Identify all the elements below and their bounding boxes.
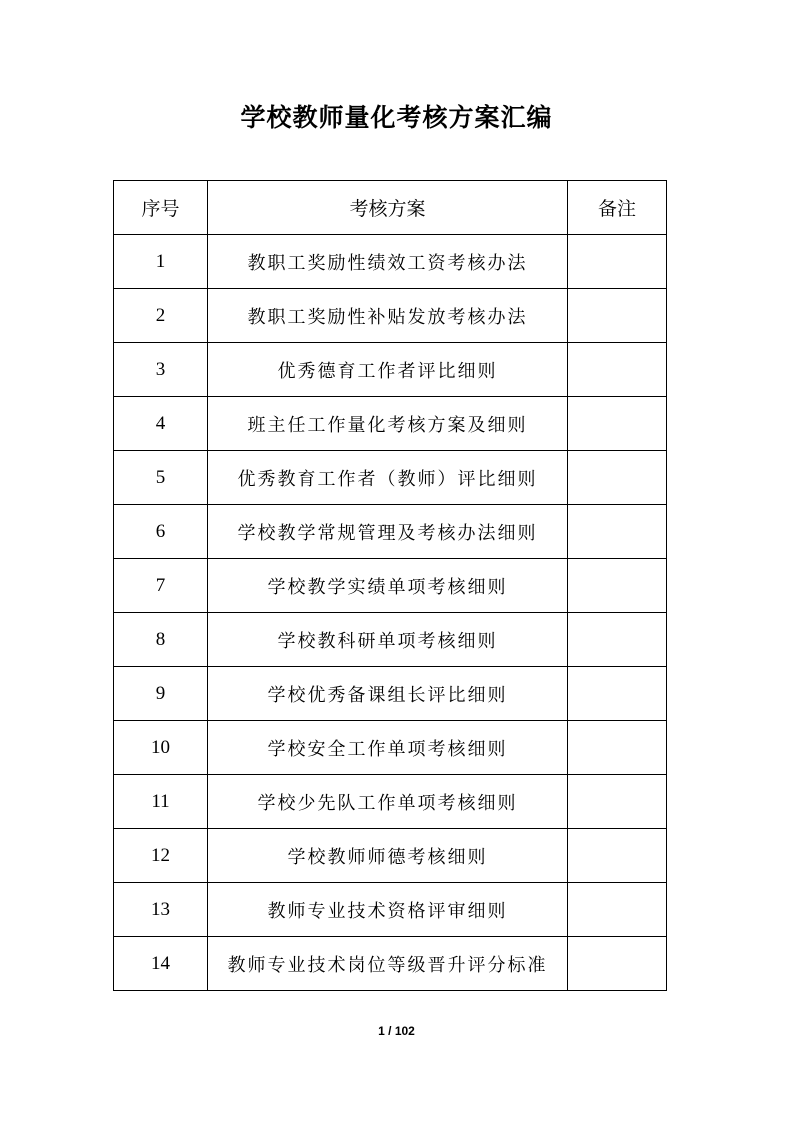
document-title: 学校教师量化考核方案汇编 [240, 103, 553, 132]
row-note [568, 937, 667, 991]
table-row [114, 883, 667, 937]
table-row [114, 343, 667, 397]
row-number: 5 [114, 451, 208, 505]
assessment-plan-table [113, 180, 667, 991]
row-number: 12 [114, 829, 208, 883]
row-number: 4 [114, 397, 208, 451]
row-note [568, 451, 667, 505]
row-plan-name: 学校优秀备课组长评比细则 [208, 667, 568, 721]
table-row [114, 667, 667, 721]
row-plan-name: 学校少先队工作单项考核细则 [208, 775, 568, 829]
row-plan-name: 学校教学常规管理及考核办法细则 [208, 505, 568, 559]
row-plan-name: 班主任工作量化考核方案及细则 [208, 397, 568, 451]
row-number: 8 [114, 613, 208, 667]
row-number: 3 [114, 343, 208, 397]
row-number: 14 [114, 937, 208, 991]
table-row [114, 451, 667, 505]
row-plan-name: 教职工奖励性补贴发放考核办法 [208, 289, 568, 343]
table-row [114, 397, 667, 451]
row-note [568, 613, 667, 667]
row-number: 7 [114, 559, 208, 613]
table-body [114, 235, 667, 991]
table-row [114, 505, 667, 559]
row-number: 13 [114, 883, 208, 937]
row-note [568, 505, 667, 559]
table-row [114, 937, 667, 991]
table-row [114, 775, 667, 829]
row-note [568, 397, 667, 451]
row-number: 1 [114, 235, 208, 289]
row-number: 6 [114, 505, 208, 559]
row-plan-name: 学校教学实绩单项考核细则 [208, 559, 568, 613]
row-plan-name: 教职工奖励性绩效工资考核办法 [208, 235, 568, 289]
table-row [114, 613, 667, 667]
table-row [114, 559, 667, 613]
table-row [114, 721, 667, 775]
row-note [568, 883, 667, 937]
table-row [114, 289, 667, 343]
row-plan-name: 学校安全工作单项考核细则 [208, 721, 568, 775]
page-number: 1 / 102 [378, 1024, 415, 1038]
row-note [568, 343, 667, 397]
row-note [568, 559, 667, 613]
header-plan: 考核方案 [208, 181, 568, 235]
row-note [568, 775, 667, 829]
row-plan-name: 优秀德育工作者评比细则 [208, 343, 568, 397]
table-row [114, 829, 667, 883]
row-note [568, 667, 667, 721]
table-header-row [114, 181, 667, 235]
row-number: 2 [114, 289, 208, 343]
row-number: 11 [114, 775, 208, 829]
header-note: 备注 [568, 181, 667, 235]
row-plan-name: 学校教师师德考核细则 [208, 829, 568, 883]
row-note [568, 235, 667, 289]
row-number: 9 [114, 667, 208, 721]
row-plan-name: 教师专业技术资格评审细则 [208, 883, 568, 937]
row-note [568, 829, 667, 883]
row-plan-name: 教师专业技术岗位等级晋升评分标准 [208, 937, 568, 991]
row-plan-name: 优秀教育工作者（教师）评比细则 [208, 451, 568, 505]
table-row [114, 235, 667, 289]
header-no: 序号 [114, 181, 208, 235]
row-note [568, 289, 667, 343]
row-plan-name: 学校教科研单项考核细则 [208, 613, 568, 667]
row-note [568, 721, 667, 775]
row-number: 10 [114, 721, 208, 775]
